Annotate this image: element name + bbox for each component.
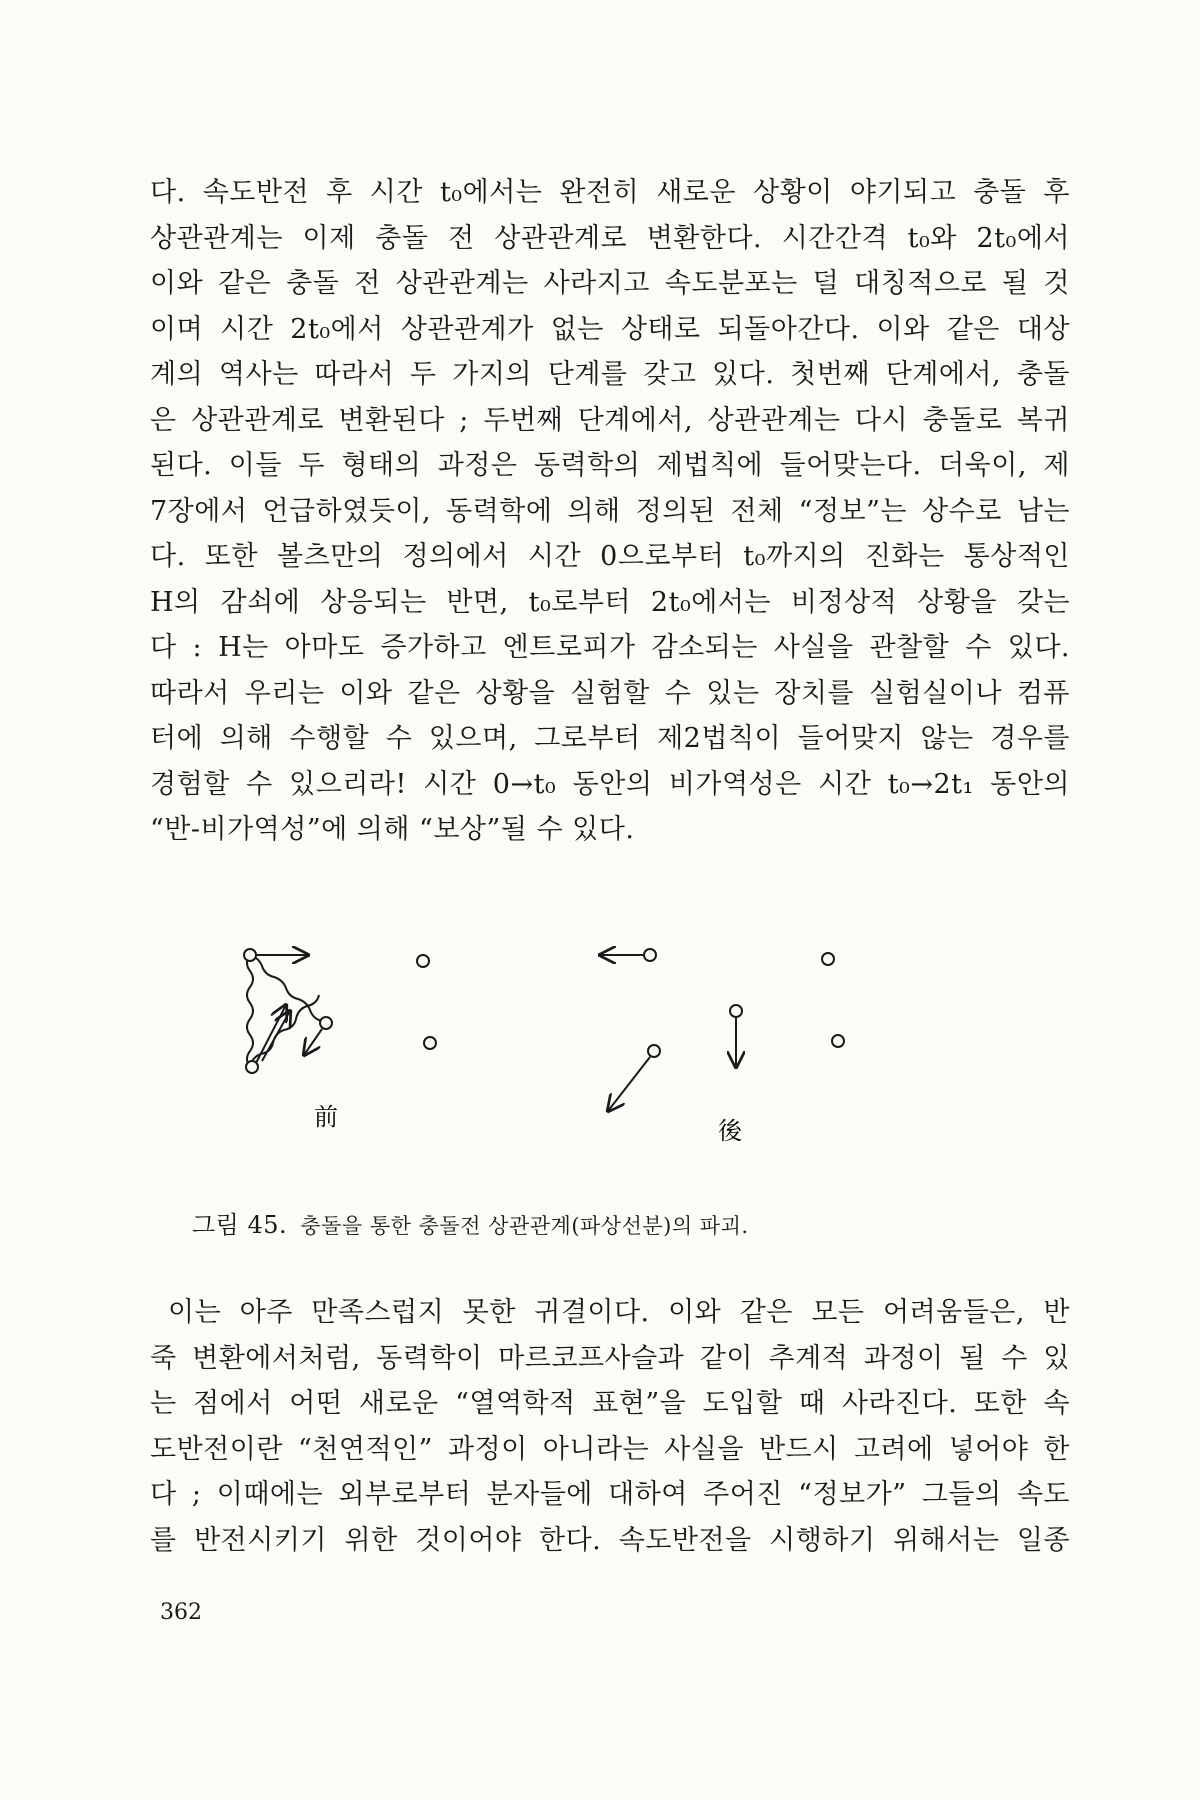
collision-figure	[230, 915, 990, 1155]
text-line: 죽 변환에서처럼, 동력학이 마르코프사슬과 같이 추계적 과정이 될 수 있	[150, 1342, 1070, 1374]
text-line: 따라서 우리는 이와 같은 상황을 실험할 수 있는 장치를 실험실이나 컴퓨	[150, 677, 1070, 709]
text-line: 이와 같은 충돌 전 상관관계는 사라지고 속도분포는 덜 대칭적으로 될 것	[150, 268, 1070, 299]
velocity-arrow	[608, 1057, 650, 1111]
paragraph-2	[150, 1290, 1070, 1563]
figure-caption	[192, 1205, 749, 1240]
text-line: 계의 역사는 따라서 두 가지의 단계를 갖고 있다. 첫번째 단계에서, 충돌	[150, 359, 1070, 390]
label-after: 後	[718, 1117, 742, 1145]
particle	[648, 1045, 660, 1057]
text-line: 도반전이란 “천연적인” 과정이 아니라는 사실을 반드시 고려에 넣어야 한	[150, 1433, 1070, 1465]
particle	[244, 949, 256, 961]
text-line: 이는 아주 만족스럽지 못한 귀결이다. 이와 같은 모든 어려움들은, 반	[168, 1297, 1070, 1328]
text-line: 다. 속도반전 후 시간 t₀에서는 완전히 새로운 상황이 야기되고 충돌 후	[150, 177, 1070, 208]
caption-text: 충돌을 통한 충돌전 상관관계(파상선분)의 파괴.	[300, 1214, 749, 1238]
text-line: 이며 시간 2t₀에서 상관관계가 없는 상태로 되돌아간다. 이와 같은 대상	[150, 313, 1070, 345]
correlation-wave-top	[250, 955, 322, 1021]
text-line: 은 상관관계로 변환된다 ; 두번째 단계에서, 상관관계는 다시 충돌로 복귀	[150, 404, 1070, 436]
particle	[644, 949, 656, 961]
particle	[320, 1017, 332, 1029]
text-line: H의 감쇠에 상응되는 반면, t₀로부터 2t₀에서는 비정상적 상황을 갖는	[150, 586, 1070, 618]
text-line: 를 반전시키기 위한 것이어야 한다. 속도반전을 시행하기 위해서는 일종	[150, 1524, 1070, 1556]
correlation-wave-left	[247, 955, 253, 1067]
velocity-arrow	[304, 1029, 322, 1055]
before-free-particles	[417, 955, 436, 1049]
caption-label: 그림 45.	[192, 1211, 288, 1239]
text-line: 다 ; 이때에는 외부로부터 분자들에 대하여 주어진 “정보가” 그들의 속도	[150, 1479, 1070, 1510]
label-before: 前	[314, 1103, 338, 1131]
particle	[822, 953, 834, 965]
text-line: 다 : H는 아마도 증가하고 엔트로피가 감소되는 사실을 관찰할 수 있다.	[150, 632, 1070, 663]
text-line: 7장에서 언급하였듯이, 동력학에 의해 정의된 전체 “정보”는 상수로 남는	[150, 495, 1070, 527]
before-diagram	[244, 949, 332, 1073]
after-diagram	[600, 949, 844, 1111]
particle	[417, 955, 429, 967]
text-line: 는 점에서 어떤 새로운 “열역학적 표현”을 도입할 때 사라진다. 또한 속	[150, 1388, 1070, 1419]
particle	[730, 1005, 742, 1017]
text-line: 경험할 수 있으리라! 시간 0→t₀ 동안의 비가역성은 시간 t₀→2t₁ 동안의	[150, 768, 1070, 800]
text-line: 상관관계는 이제 충돌 전 상관관계로 변환한다. 시간간격 t₀와 2t₀에서	[150, 222, 1070, 254]
text-line: 터에 의해 수행할 수 있으며, 그로부터 제2법칙이 들어맞지 않는 경우를	[150, 723, 1070, 754]
text-line: 다. 또한 볼츠만의 정의에서 시간 0으로부터 t₀까지의 진화는 통상적인	[150, 541, 1070, 572]
particle	[424, 1037, 436, 1049]
paragraph-1	[150, 170, 1070, 853]
text-line: 된다. 이들 두 형태의 과정은 동력학의 제법칙에 들어맞는다. 더욱이, 제	[150, 450, 1070, 481]
velocity-arrow	[262, 1011, 290, 1061]
particle	[832, 1035, 844, 1047]
velocity-arrow	[256, 1005, 286, 1063]
text-line: “반-비가역성”에 의해 “보상”될 수 있다.	[150, 814, 635, 845]
page-number: 362	[160, 1600, 202, 1625]
